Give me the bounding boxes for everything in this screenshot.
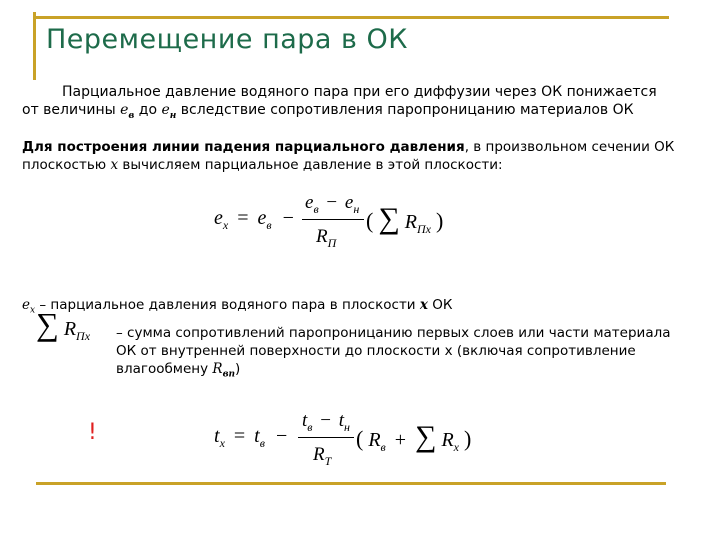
formula2-rhs: ( $R_в$ + ∑ $R_x$ ) (356, 420, 472, 454)
def-var-e-sub: х (30, 305, 36, 316)
intro-text-2c: вследствие сопротивления паропроницанию материалов ОК (176, 102, 634, 118)
method-text-1: , в произвольном сечении ОК (464, 139, 675, 155)
method-text-2b: вычисляем парциальное давление в этой плоскости: (118, 157, 503, 173)
intro-line-1 (62, 83, 657, 101)
intro-text-2a: от величины (22, 102, 121, 118)
formula1-denominator: $R_П$ (316, 226, 337, 250)
intro-text-1: Парциальное давление водяного пара при его диффузии через ОК понижается (62, 84, 657, 100)
def2-line-3: влагообмену $R_{вп}$) (116, 361, 241, 380)
accent-vertical-line (33, 12, 36, 80)
def-text-tail: ОК (427, 297, 453, 313)
intro-text-2b: до (134, 102, 162, 118)
formula1-rhs: ( ∑ $R_{Пx}$ ) (366, 202, 444, 236)
var-e-v: е (120, 102, 129, 118)
formula1-lhs: $e_x = e_в$ − (214, 207, 294, 232)
formula1-numerator: $e_в - e_н$ (305, 192, 360, 216)
def2-line-1: – сумма сопротивлений паропроницанию первых слоев или части материала (116, 325, 671, 341)
formula1-fraction-bar (302, 219, 364, 220)
method-bold-text: Для построения линии падения парциального давления (22, 139, 465, 155)
exclamation-mark: ! (88, 420, 97, 445)
formula2-denominator: $R_T$ (313, 444, 332, 468)
method-line-2 (22, 156, 503, 174)
method-line-1 (22, 138, 674, 156)
def-var-x: x (419, 297, 428, 313)
method-text-2a: плоскостью (22, 157, 111, 173)
var-e-n: е (161, 102, 170, 118)
formula2-lhs: $t_x = t_в$ − (214, 425, 288, 450)
def2-line-2: ОК от внутренней поверхности до плоскости х (включая сопротивление (116, 343, 636, 359)
def-text: – парциальное давления водяного пара в плоскости (35, 297, 420, 313)
var-x: x (110, 157, 119, 173)
accent-top-line (33, 16, 669, 19)
def-var-e: е (22, 297, 30, 313)
formula2-fraction-bar (298, 437, 354, 438)
intro-line-2 (22, 101, 634, 125)
def2-sum-symbol: ∑ $R_{Пx}$ (36, 306, 91, 343)
var-e-v-sub: в (128, 110, 135, 121)
accent-bottom-line (36, 482, 666, 485)
formula2-numerator: $t_в - t_н$ (302, 410, 350, 434)
page-title: Перемещение пара в ОК (46, 24, 408, 55)
var-e-n-sub: н (169, 110, 177, 121)
